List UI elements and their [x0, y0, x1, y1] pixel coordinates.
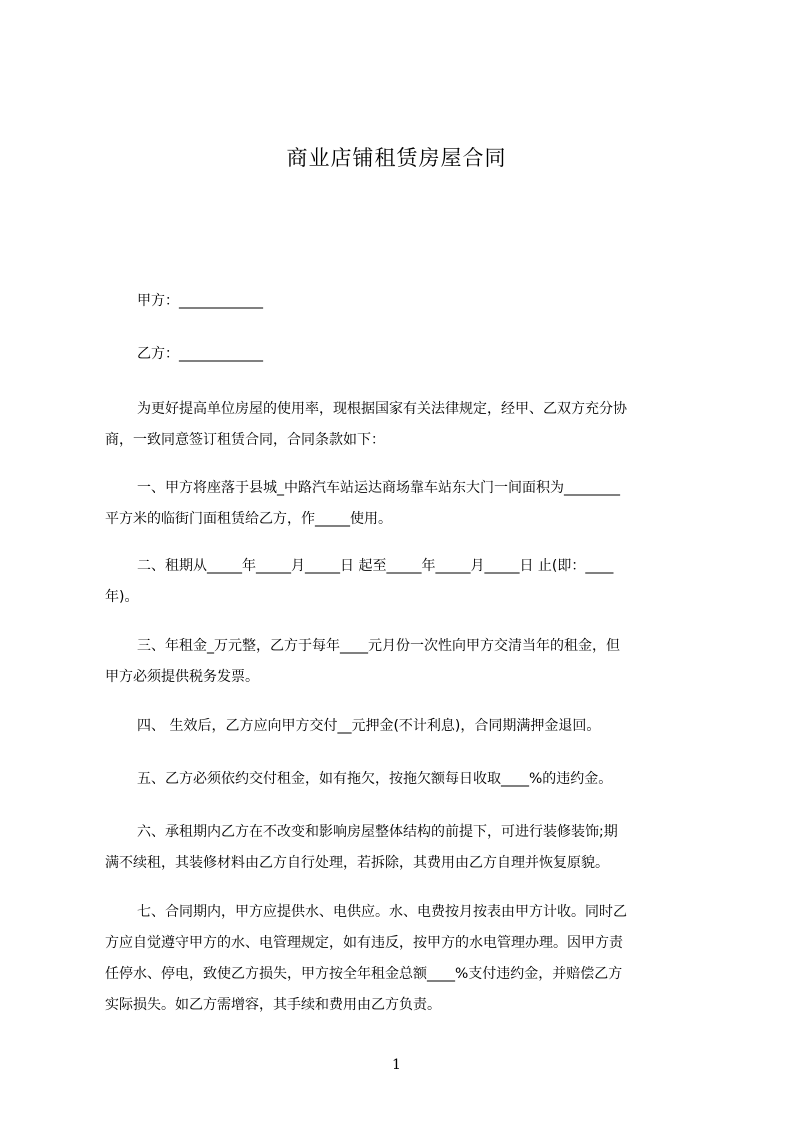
document-title: 商业店铺租赁房屋合同	[286, 146, 507, 170]
clause-line: 四、 生效后，乙方应向甲方交付__元押金(不计利息)，合同期满押金退回。	[137, 718, 601, 734]
clause-line: 六、承租期内乙方在不改变和影响房屋整体结构的前提下，可进行装修装饰;期	[137, 824, 618, 840]
clause-line: 甲方必须提供税务发票。	[105, 669, 259, 685]
clause-line: 五、乙方必须依约交付租金，如有拖欠，按拖欠额每日收取____%的违约金。	[137, 771, 613, 787]
clause-line: 一、甲方将座落于县城_中路汽车站运达商场靠车站东大门一间面积为________	[137, 480, 620, 496]
party-b-line: 乙方：____________	[137, 346, 263, 362]
clause-3	[105, 631, 705, 693]
clause-line: 任停水、停电，致使乙方损失，甲方按全年租金总额____%支付违约金，并赔偿乙方	[105, 966, 623, 982]
clause-7	[105, 897, 705, 1021]
clause-6	[105, 817, 705, 879]
clause-line: 平方米的临街门面租赁给乙方，作_____使用。	[105, 511, 392, 527]
page-number: 1	[392, 1057, 401, 1073]
clause-line: 实际损失。如乙方需增容，其手续和费用由乙方负责。	[105, 997, 441, 1013]
intro-line: 商，一致同意签订租赁合同，合同条款如下：	[105, 432, 385, 448]
intro-line: 为更好提高单位房屋的使用率，现根据国家有关法律规定，经甲、乙双方充分协	[137, 401, 627, 417]
clause-line: 三、年租金_万元整，乙方于每年____元月份一次性向甲方交清当年的租金，但	[137, 638, 620, 654]
clause-line: 年)。	[105, 589, 139, 605]
clause-1	[105, 473, 705, 535]
clause-line: 方应自觉遵守甲方的水、电管理规定，如有违反，按甲方的水电管理办理。因甲方责	[105, 935, 623, 951]
clause-5	[105, 764, 705, 795]
clause-line: 二、租期从_____年_____月_____日 起至_____年_____月_____日 止(即：____	[137, 558, 614, 574]
clause-line: 满不续租，其装修材料由乙方自行处理，若拆除，其费用由乙方自理并恢复原貌。	[105, 855, 609, 871]
clause-4	[105, 711, 705, 742]
intro-paragraph	[105, 394, 705, 456]
clause-2	[105, 551, 705, 613]
clause-line: 七、合同期内，甲方应提供水、电供应。水、电费按月按表由甲方计收。同时乙	[137, 904, 627, 920]
party-a-line: 甲方：____________	[137, 293, 263, 309]
